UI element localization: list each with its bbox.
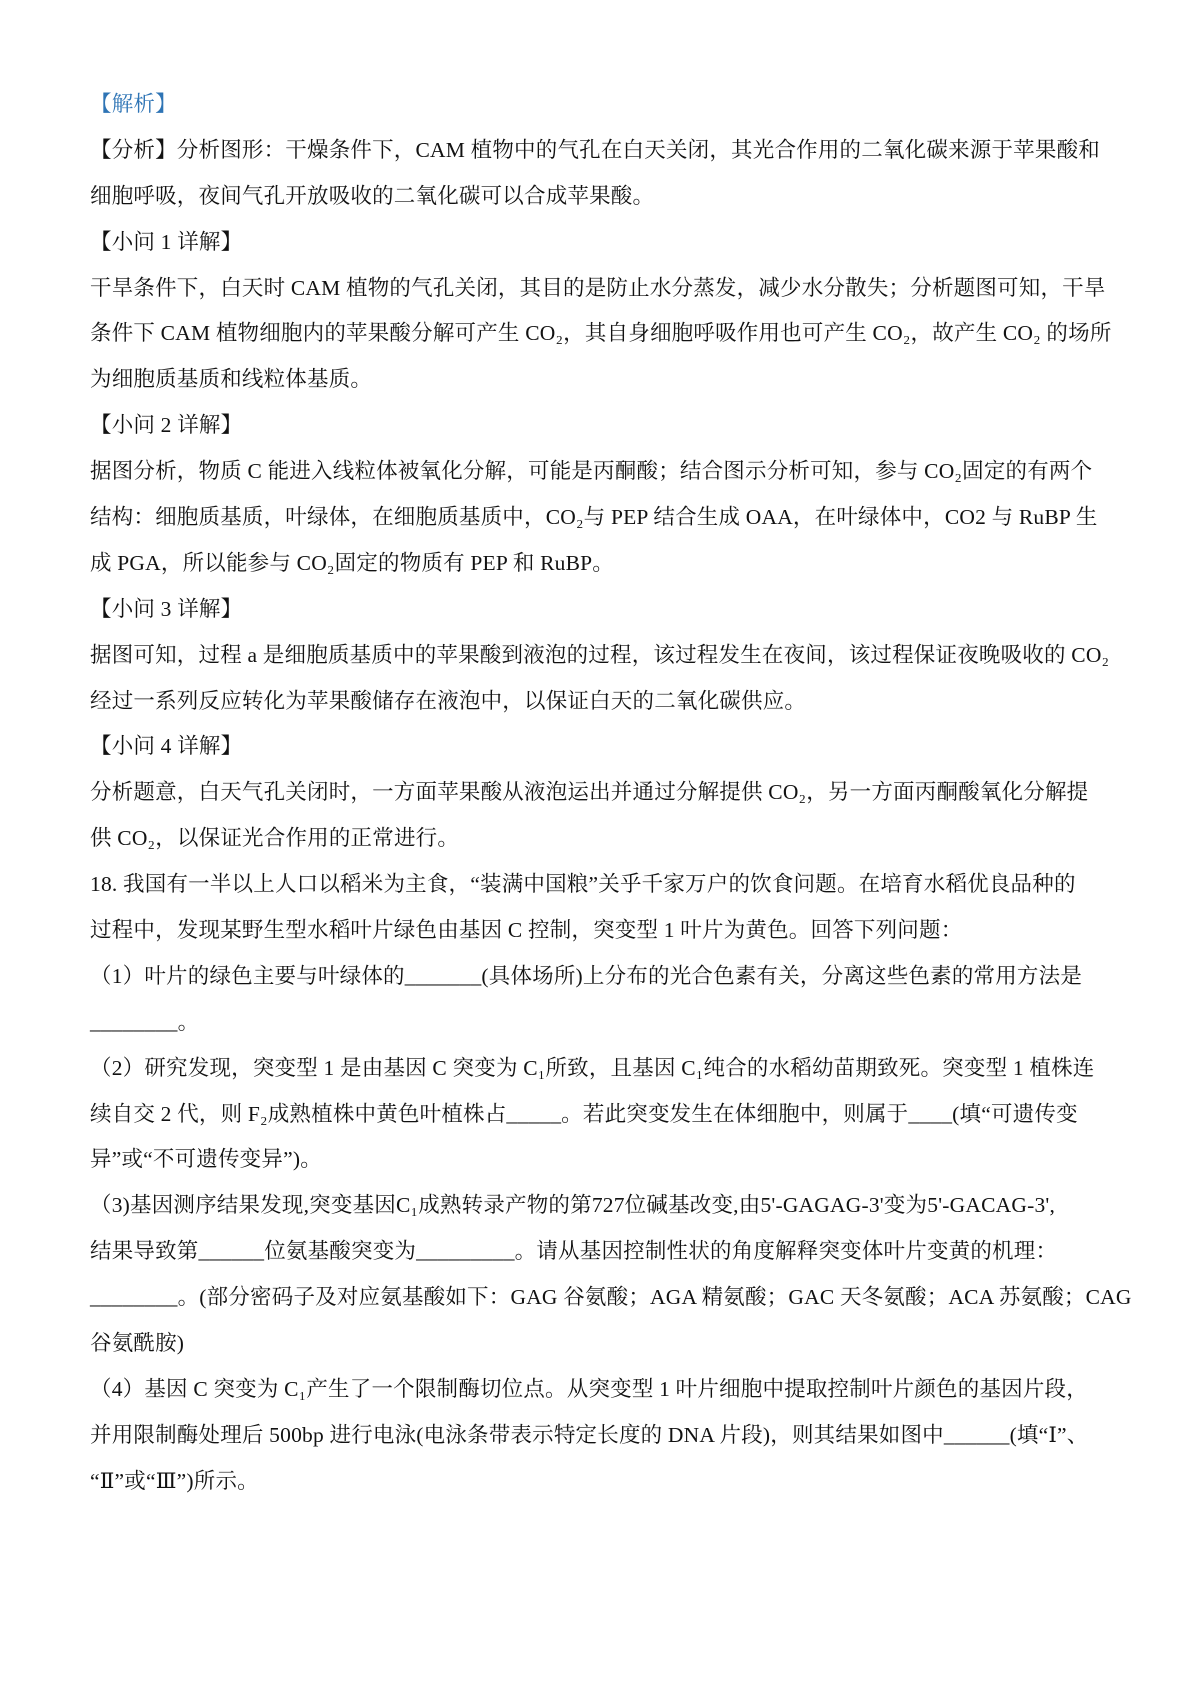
- text-line: 干旱条件下，白天时 CAM 植物的气孔关闭，其目的是防止水分蒸发，减少水分散失；分析题图可知，干旱: [90, 275, 1106, 300]
- text-line: 据图可知，过程 a 是细胞质基质中的苹果酸到液泡的过程，该过程发生在夜间，该过程保证夜晚吸收的 CO₂: [90, 642, 1110, 667]
- text-line: 结果导致第______位氨基酸突变为_________。请从基因控制性状的角度解释突变体叶片变黄的机理：: [90, 1239, 1058, 1264]
- text-line: 结构：细胞质基质，叶绿体，在细胞质基质中，CO₂与 PEP 结合生成 OAA，在叶绿体中，CO2 与 RuBP 生: [90, 505, 1098, 530]
- text-line: “Ⅱ”或“Ⅲ”)所示。: [90, 1468, 259, 1493]
- text-line: 分析题意，白天气孔关闭时，一方面苹果酸从液泡运出并通过分解提供 CO₂，另一方面丙酮酸氧化分解提: [90, 780, 1089, 805]
- text-line: 据图分析，物质 C 能进入线粒体被氧化分解，可能是丙酮酸；结合图示分析可知，参与 CO₂固定的有两个: [90, 459, 1093, 484]
- document-body: [90, 82, 1132, 1505]
- text-line: 并用限制酶处理后 500bp 进行电泳(电泳条带表示特定长度的 DNA 片段)，则其结果如图中______(填“Ⅰ”、: [90, 1422, 1089, 1447]
- text-line: 经过一系列反应转化为苹果酸储存在液泡中，以保证白天的二氧化碳供应。: [90, 688, 807, 713]
- text-line: 供 CO₂，以保证光合作用的正常进行。: [90, 826, 460, 851]
- text-line: ________。(部分密码子及对应氨基酸如下：GAG 谷氨酸；AGA 精氨酸；GAC 天冬氨酸；ACA 苏氨酸；CAG: [90, 1285, 1132, 1310]
- text-line: 谷氨酰胺): [90, 1331, 185, 1356]
- section-heading: 【解析】: [90, 92, 177, 116]
- text-line: 【小问 3 详解】: [90, 596, 243, 621]
- text-line: 【小问 2 详解】: [90, 413, 243, 438]
- text-line: （2）研究发现，突变型 1 是由基因 C 突变为 C₁所致，且基因 C₁纯合的水稻幼苗期致死。突变型 1 植株连: [90, 1055, 1095, 1080]
- text-line: ________。: [90, 1009, 200, 1034]
- text-line: 【小问 4 详解】: [90, 734, 243, 759]
- text-line: （1）叶片的绿色主要与叶绿体的_______(具体场所)上分布的光合色素有关，分离这些色素的常用方法是: [90, 963, 1083, 988]
- text-line: 为细胞质基质和线粒体基质。: [90, 367, 373, 392]
- text-line: 过程中，发现某野生型水稻叶片绿色由基因 C 控制，突变型 1 叶片为黄色。回答下列问题：: [90, 918, 963, 943]
- text-line: （3)基因测序结果发现,突变基因C₁成熟转录产物的第727位碱基改变,由5'-GAGAG-3'变为5'-GACAG-3',: [90, 1193, 1056, 1218]
- text-line: 细胞呼吸，夜间气孔开放吸收的二氧化碳可以合成苹果酸。: [90, 183, 655, 208]
- text-line: 【小问 1 详解】: [90, 229, 243, 254]
- text-line: 【分析】分析图形：干燥条件下，CAM 植物中的气孔在白天关闭，其光合作用的二氧化碳来源于苹果酸和: [90, 137, 1100, 162]
- text-line: 条件下 CAM 植物细胞内的苹果酸分解可产生 CO₂，其自身细胞呼吸作用也可产生 CO₂，故产生 CO₂ 的场所: [90, 321, 1112, 346]
- text-line: 续自交 2 代，则 F₂成熟植株中黄色叶植株占_____。若此突变发生在体细胞中，则属于____(填“可遗传变: [90, 1101, 1078, 1126]
- text-line: （4）基因 C 突变为 C₁产生了一个限制酶切位点。从突变型 1 叶片细胞中提取控制叶片颜色的基因片段，: [90, 1376, 1088, 1401]
- text-line: 成 PGA，所以能参与 CO₂固定的物质有 PEP 和 RuBP。: [90, 550, 614, 575]
- text-line: 18. 我国有一半以上人口以稻米为主食，“装满中国粮”关乎千家万户的饮食问题。在培育水稻优良品种的: [90, 872, 1076, 897]
- text-line: 异”或“不可遗传变异”)。: [90, 1147, 322, 1172]
